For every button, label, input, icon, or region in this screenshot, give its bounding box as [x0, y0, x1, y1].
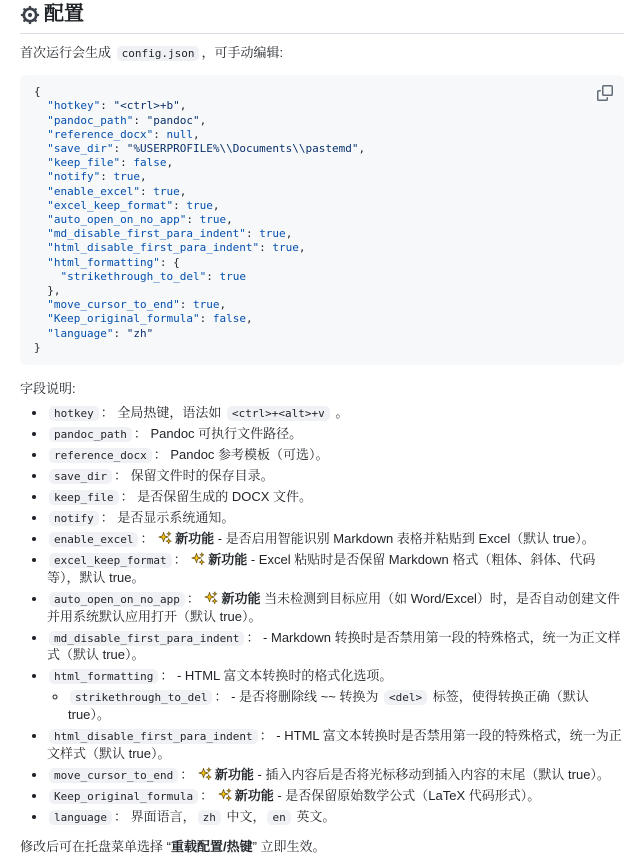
inline-code: save_dir [49, 469, 112, 484]
text-segment: 修改后可在托盘菜单选择 “ [20, 838, 171, 854]
inline-code: pandoc_path [49, 427, 132, 442]
field-item [47, 667, 624, 724]
bold-text: 新功能 [234, 788, 274, 804]
text-segment: ： - Markdown 转换时是否禁用第一段的特殊格式，统一为正文样式（默认 true）。 [47, 629, 621, 663]
code-line: "move_cursor_to_end": true, [47, 298, 227, 312]
inline-code: hotkey [49, 406, 99, 421]
field-item [47, 530, 624, 548]
code-line: "pandoc_path": "pandoc", [47, 113, 207, 127]
inline-code: move_cursor_to_end [49, 768, 178, 783]
fields-heading: 字段说明: [20, 381, 76, 397]
code-line: "Keep_original_formula": false, [47, 312, 253, 326]
inline-code: en [267, 810, 290, 825]
bold-text: 新功能 [208, 551, 248, 567]
sparkles-icon [198, 767, 212, 781]
inline-code: enable_excel [49, 532, 138, 547]
field-item [47, 509, 624, 527]
gear-icon [20, 5, 40, 25]
code-line: "hotkey": "<ctrl>+b", [47, 99, 187, 113]
text-segment: ： [173, 551, 191, 567]
code-line: "html_disable_first_para_indent": true, [47, 241, 306, 255]
text-segment: 标签，使得转换正确（默认 true）。 [68, 689, 589, 723]
text-segment: ： - HTML 富文本转换时的格式化选项。 [160, 668, 393, 684]
code-line: "auto_open_on_no_app": true, [47, 213, 233, 227]
code-line: "notify": true, [47, 170, 147, 184]
field-item [47, 404, 624, 422]
text-segment: 英文。 [292, 808, 336, 824]
text-segment: ，可手动编辑: [201, 45, 284, 60]
inline-code: md_disable_first_para_indent [49, 631, 244, 646]
inline-code: auto_open_on_no_app [49, 592, 185, 607]
field-item [47, 590, 624, 626]
code-line: } [34, 340, 41, 354]
bold-text: 新功能 [221, 590, 261, 606]
text-segment: ： [140, 530, 158, 546]
code-line: { [34, 85, 41, 99]
text-segment: - 是否启用智能识别 Markdown 表格并粘贴到 Excel（默认 true）。 [214, 530, 595, 546]
code-line: "html_formatting": { [47, 255, 180, 269]
text-segment: ： 保留文件时的保存目录。 [113, 468, 274, 484]
field-item [47, 629, 624, 665]
inline-code: reference_docx [49, 448, 152, 463]
code-line: "excel_keep_format": true, [47, 198, 220, 212]
inline-code: keep_file [49, 490, 119, 505]
inline-code: config.json [117, 46, 200, 61]
inline-code: notify [49, 511, 99, 526]
field-item [47, 727, 624, 763]
sparkles-icon [191, 552, 205, 566]
code-line: "language": "zh" [47, 326, 154, 340]
inline-code: zh [198, 810, 221, 825]
inline-code: html_formatting [49, 669, 158, 684]
text-segment: ： Pandoc 参考模板（可选）。 [153, 447, 329, 463]
code-line: "reference_docx": null, [47, 127, 200, 141]
field-item [47, 467, 624, 485]
text-segment: - 是否保留原始数学公式（LaTeX 代码形式）。 [273, 788, 541, 804]
text-segment: ： 界面语言， [113, 808, 196, 824]
sparkles-icon [158, 531, 172, 545]
text-segment: ： [200, 788, 217, 804]
text-segment: ” 立即生效。 [252, 838, 326, 854]
field-item [47, 446, 624, 464]
copy-button[interactable] [594, 82, 616, 104]
inline-code: strikethrough_to_del [70, 690, 212, 705]
field-item [47, 488, 624, 506]
field-item [47, 425, 624, 443]
page-title: 配置 [44, 3, 84, 25]
text-segment: ： Pandoc 可执行文件路径。 [133, 426, 303, 442]
text-segment: ： - 是否将删除线 ~~ 转换为 [214, 689, 383, 705]
text-segment: 当未检测到目标应用（如 Word/Excel）时，是否自动创建文件并用系统默认应用打开（默认 true）。 [47, 590, 620, 624]
sub-field-list [47, 688, 624, 724]
text-segment: ： [180, 767, 197, 783]
inline-code: Keep_original_formula [49, 789, 198, 804]
code-block [20, 75, 624, 365]
text-segment: ： 是否显示系统通知。 [100, 509, 235, 525]
code-line: "save_dir": "%USERPROFILE%\\Documents\\pastemd", [47, 142, 366, 155]
field-item [47, 787, 624, 805]
field-item [47, 766, 624, 784]
bold-text: 新功能 [214, 767, 254, 783]
inline-code: language [49, 810, 112, 825]
intro-paragraph [20, 44, 624, 62]
text-segment: - Excel 粘贴时是否保留 Markdown 格式（粗体、斜体、代码等），默认 true。 [47, 551, 596, 585]
inline-code: html_disable_first_para_indent [49, 729, 258, 744]
text-segment: ： [186, 590, 204, 606]
code-line: }, [34, 284, 61, 298]
section-heading [20, 2, 624, 34]
inline-code: excel_keep_format [49, 553, 172, 568]
text-segment: 。 [331, 405, 349, 421]
code-line: "keep_file": false, [47, 156, 174, 170]
copy-icon [597, 85, 613, 101]
text-segment: 中文， [222, 808, 266, 824]
code-line: "enable_excel": true, [47, 184, 187, 198]
code-line: "md_disable_first_para_indent": true, [47, 227, 293, 241]
field-item [68, 688, 624, 724]
field-item [47, 551, 624, 587]
text-segment: ： 全局热键，语法如 [100, 405, 225, 421]
footer-paragraph [20, 838, 624, 856]
inline-code: <ctrl>+<alt>+v [227, 406, 330, 421]
code-content [34, 85, 610, 355]
sparkles-icon [204, 591, 218, 605]
text-segment: - 插入内容后是否将光标移动到插入内容的末尾（默认 true）。 [253, 767, 610, 783]
text-segment: ： - HTML 富文本转换时是否禁用第一段的特殊格式，统一为正文样式（默认 true）。 [47, 728, 622, 762]
inline-code: <del> [384, 690, 427, 705]
field-list [20, 404, 624, 826]
text-segment: 首次运行会生成 [20, 45, 115, 60]
bold-text: 重载配置/热键 [170, 838, 253, 854]
bold-text: 新功能 [175, 530, 215, 546]
code-line: "strikethrough_to_del": true [60, 269, 246, 283]
text-segment: ： 是否保留生成的 DOCX 文件。 [120, 488, 313, 504]
field-item [47, 808, 624, 826]
